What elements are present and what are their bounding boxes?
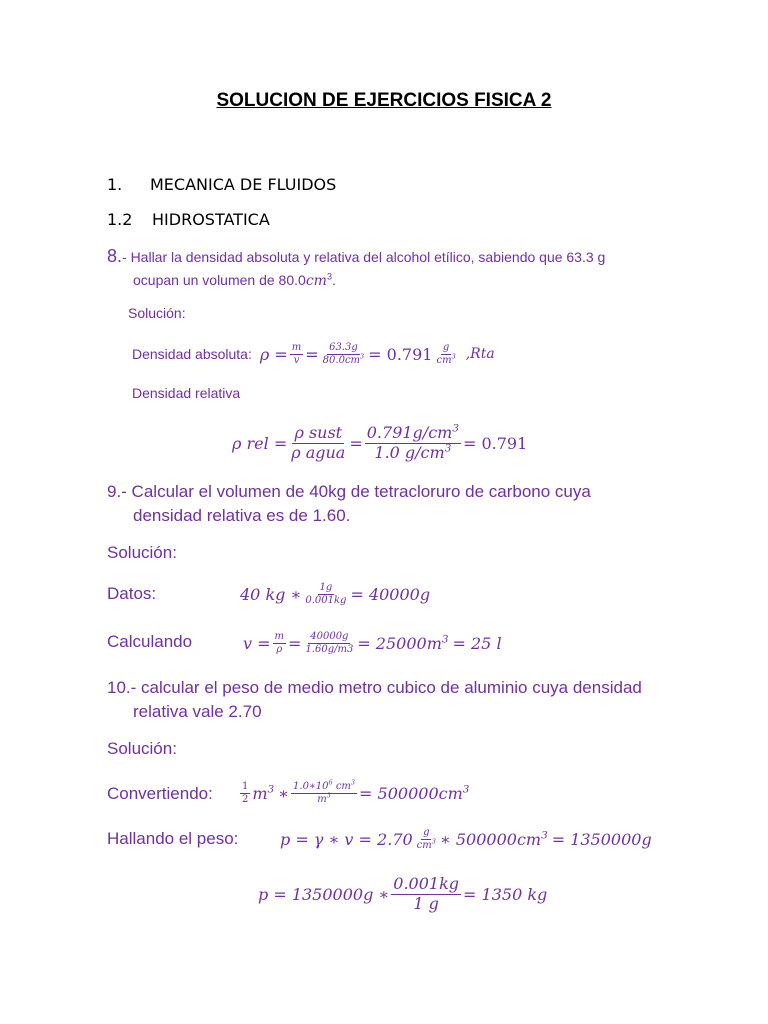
abs-eq: = (305, 344, 319, 364)
abs-fraction (321, 342, 367, 366)
exercise-8-period: . (332, 272, 336, 288)
exercise-8-text-line2 (133, 272, 336, 289)
conv-star: ∗ (278, 783, 290, 803)
rel-den2 (372, 444, 453, 462)
conv-den-exp: 3 (326, 791, 331, 800)
abs-g-over-cm3 (434, 342, 457, 366)
densidad-absoluta-row (132, 336, 495, 372)
calc-eq: = (288, 633, 302, 653)
datos-formula (240, 575, 430, 613)
peso-cm-text: cm (416, 839, 432, 851)
datos-num: 1g (319, 582, 333, 593)
final-num: 0.001kg (393, 874, 460, 894)
exercise-8-number: 8. (107, 246, 123, 266)
abs-den-text: 80.0cm (322, 354, 361, 366)
rel-num2 (365, 424, 461, 443)
rel-fraction-2 (365, 424, 461, 462)
calculando-label: Calculando (107, 632, 193, 651)
calc-v: v = (243, 633, 271, 653)
calc-den: 1.60g/m3 (305, 643, 354, 655)
conv-half (240, 781, 250, 805)
rel-result: = 0.791 (462, 433, 528, 453)
exercise-8-text-line1: - Hallar la densidad absoluta y relativa del alcohol etílico, sabiendo que 63.3 g (122, 249, 606, 265)
densidad-absoluta-label: Densidad absoluta: (132, 346, 252, 362)
peso-cm-exp: 3 (431, 837, 436, 846)
conv-m-text: m (252, 783, 268, 803)
calc-rho: ρ (276, 643, 283, 655)
conv-m3 (252, 784, 274, 803)
abs-denominator (321, 352, 367, 367)
exercise-9-line1: 9.- Calcular el volumen de 40kg de tetracloruro de carbono cuya (107, 482, 591, 501)
calc-m-over-rho (273, 631, 286, 655)
abs-v: v (293, 354, 300, 366)
conv-num-text: 1.0∗10 (293, 781, 329, 792)
datos-lhs: 40 kg ∗ (240, 584, 302, 604)
datos-result: = 40000g (350, 584, 431, 604)
peso-g: g (423, 827, 430, 838)
conv-half-num: 1 (242, 781, 249, 792)
rel-den2-text: 1.0 g/cm (374, 442, 445, 462)
exercise-8-exponent: 3 (326, 271, 332, 282)
datos-den: 0.001kg (305, 594, 347, 606)
calc-result-1 (357, 634, 448, 653)
densidad-relativa-label: Densidad relativa (132, 385, 241, 401)
final-den: 1 g (413, 893, 439, 913)
abs-cm-text: cm (436, 354, 452, 366)
conv-den-text: m (317, 793, 327, 805)
conv-res-text: = 500000cm (359, 783, 463, 803)
final-lhs: p = 1350000g ∗ (258, 884, 390, 904)
peso-mid-exp: 3 (541, 829, 548, 842)
exercise-10-solucion: Solución: (107, 739, 177, 758)
exercise-9-solucion: Solución: (107, 543, 177, 562)
exercise-8-statement (107, 246, 605, 267)
exercise-10-line1: 10.- calcular el peso de medio metro cubico de aluminio cuya densidad (107, 678, 642, 697)
abs-cm-exp: 3 (451, 352, 456, 361)
conv-result (359, 784, 469, 803)
abs-numerator: 63.3g (329, 342, 358, 353)
convertiendo-formula (238, 773, 469, 813)
rel-lhs: ρ rel = (232, 433, 288, 453)
abs-m: m (291, 342, 302, 353)
conv-den (315, 791, 333, 806)
section-1-2-label: HIDROSTATICA (152, 210, 270, 229)
rel-num2-text: 0.791g/cm (366, 423, 453, 443)
rel-den2-exp: 3 (444, 442, 452, 455)
final-formula (258, 868, 547, 920)
page-title: SOLUCION DE EJERCICIOS FISICA 2 (216, 90, 552, 111)
abs-result: = 0.791 (368, 344, 433, 364)
conv-m-exp: 3 (267, 783, 275, 796)
rel-fraction-1 (289, 424, 347, 462)
conv-num-unit-exp: 3 (350, 778, 356, 787)
calc-result-2: = 25 l (452, 633, 502, 653)
calc-fraction (303, 631, 355, 655)
abs-g: g (442, 342, 450, 353)
abs-rho: ρ = (259, 344, 288, 364)
conv-num-unit: cm (335, 781, 351, 792)
peso-mid-text: ∗ 500000cm (439, 829, 542, 849)
hallando-peso-label: Hallando el peso: (107, 829, 239, 848)
datos-label: Datos: (107, 584, 157, 603)
densidad-relativa-formula (232, 417, 527, 469)
conv-fraction (291, 778, 357, 805)
calc-res1-exp: 3 (441, 633, 449, 646)
peso-cm3 (415, 837, 438, 852)
final-fraction (391, 875, 461, 913)
peso-eq: p = γ ∗ v = 2.70 (280, 829, 413, 849)
calc-m: m (274, 631, 285, 642)
rel-den1: ρ agua (291, 442, 346, 462)
exercise-10-line2: relativa vale 2.70 (133, 702, 262, 721)
exercise-8-unit: cm (305, 273, 327, 289)
calculando-formula (243, 624, 502, 662)
rel-eq: = (349, 433, 363, 453)
exercise-8-solucion: Solución: (128, 305, 186, 321)
rel-num1: ρ sust (294, 423, 343, 443)
calc-res1-text: = 25000m (357, 633, 442, 653)
final-result: = 1350 kg (463, 884, 548, 904)
conv-num (291, 778, 357, 794)
exercise-9-line2: densidad relativa es de 1.60. (133, 506, 351, 525)
abs-cm3 (434, 352, 457, 367)
conv-res-exp: 3 (462, 783, 470, 796)
conv-num-exp: 6 (328, 778, 333, 787)
datos-fraction (303, 582, 348, 606)
abs-rta: ,Rta (465, 346, 495, 362)
section-1-label: MECANICA DE FLUIDOS (150, 175, 337, 194)
section-1-number: 1. (107, 175, 123, 194)
abs-den-exp: 3 (360, 352, 365, 361)
peso-g-over-cm3 (415, 827, 438, 851)
calc-num: 40000g (310, 631, 349, 642)
exercise-8-text2: ocupan un volumen de 80.0 (133, 272, 306, 288)
section-1-2-number: 1.2 (107, 210, 133, 229)
peso-mid (440, 830, 548, 849)
peso-formula (280, 819, 652, 859)
convertiendo-label: Convertiendo: (107, 784, 213, 803)
rel-num2-exp: 3 (452, 422, 459, 435)
peso-result: = 1350000g (551, 829, 652, 849)
abs-m-over-v (290, 342, 303, 366)
conv-half-den: 2 (242, 793, 249, 805)
